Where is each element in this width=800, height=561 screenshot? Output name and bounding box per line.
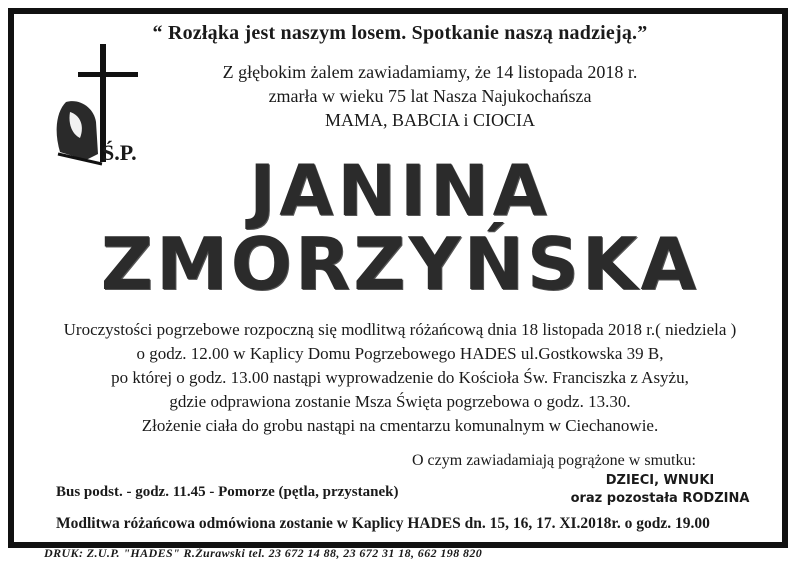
bus-info: Bus podst. - godz. 11.45 - Pomorze (pętla, przystanek) — [56, 484, 399, 500]
intro-line: MAMA, BABCIA i CIOCIA — [324, 110, 536, 130]
quote: “ Rozłąka jest naszym losem. Spotkanie naszą nadzieją.” — [152, 22, 648, 44]
mourning-line: O czym zawiadamiają pogrążone w smutku: — [412, 452, 696, 469]
family-line: DZIECI, WNUKI — [605, 473, 715, 488]
intro-line: zmarła w wieku 75 lat Nasza Najukochańsza — [268, 86, 592, 106]
family-line: oraz pozostała RODZINA — [570, 491, 750, 506]
sp-label: Ś.P. — [102, 140, 137, 165]
family-signature — [560, 472, 760, 508]
funeral-details — [20, 318, 780, 438]
detail-line: po której o godz. 13.00 nastąpi wyprowadzenie do Kościoła Św. Franciszka z Asyżu, — [111, 368, 689, 387]
printer-footer: DRUK: Z.U.P. "HADES" R.Żurawski tel. 23 672 14 88, 23 672 31 18, 662 198 820 — [44, 546, 483, 560]
detail-line: Uroczystości pogrzebowe rozpoczną się modlitwą różańcową dnia 18 listopada 2018 r.( niedziela ) — [63, 320, 737, 339]
intro-line: Z głębokim żalem zawiadamiamy, że 14 listopada 2018 r. — [222, 62, 638, 82]
rosary-info: Modlitwa różańcowa odmówiona zostanie w Kaplicy HADES dn. 15, 16, 17. XI.2018r. o godz. 19.00 — [56, 515, 710, 532]
detail-line: Złożenie ciała do grobu nastąpi na cmentarzu komunalnym w Ciechanowie. — [141, 416, 659, 435]
intro-text — [120, 60, 740, 132]
detail-line: gdzie odprawiona zostanie Msza Święta pogrzebowa o godz. 13.30. — [169, 392, 631, 411]
first-name: JANINA — [249, 150, 551, 232]
detail-line: o godz. 12.00 w Kaplicy Domu Pogrzebowego HADES ul.Gostkowska 39 B, — [136, 344, 664, 363]
last-name: ZMORZYŃSKA — [100, 222, 700, 306]
